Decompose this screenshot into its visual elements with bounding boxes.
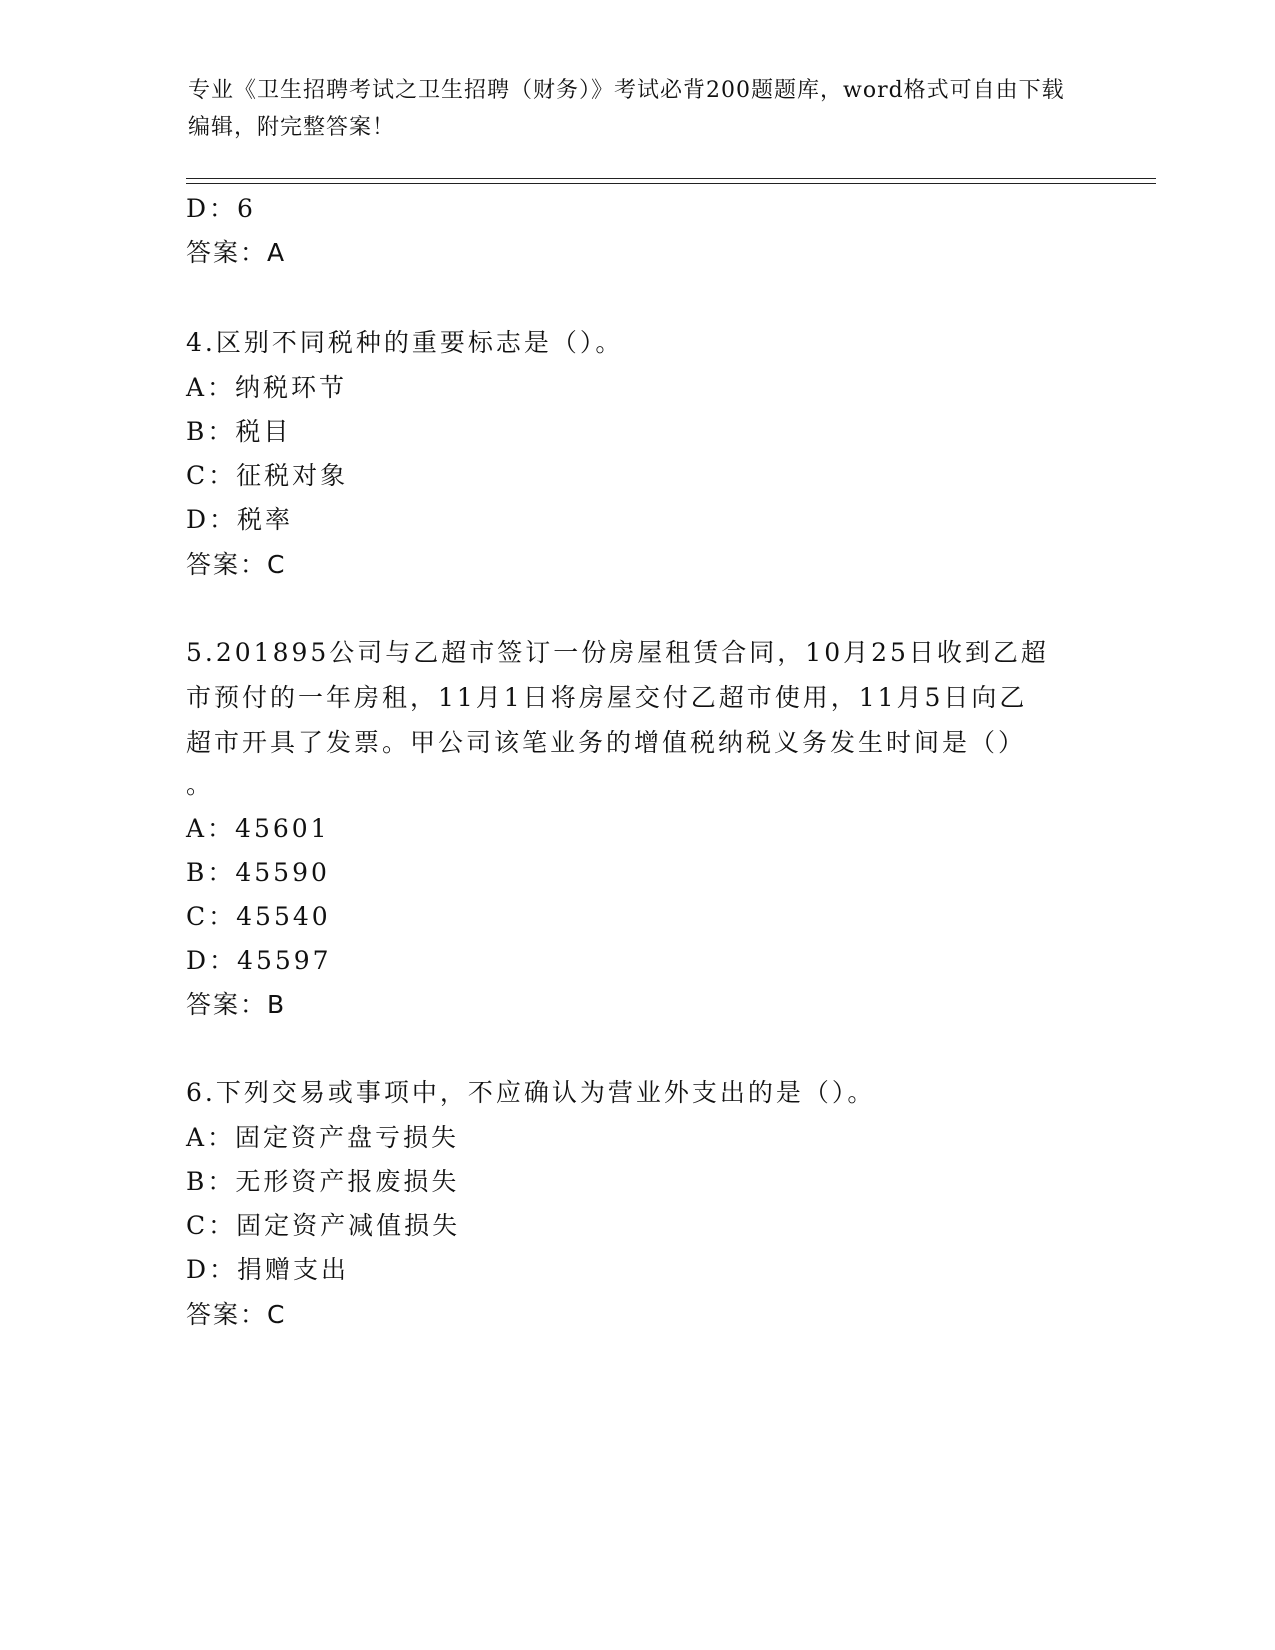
q4-answer: 答案：C	[186, 550, 287, 579]
q3-answer: 答案：A	[186, 238, 287, 267]
q6-option-b: B：无形资产报废损失	[186, 1167, 460, 1196]
q5-option-d: D：45597	[186, 946, 332, 975]
q5-option-a: A：45601	[186, 814, 330, 843]
q4-option-b: B：税目	[186, 417, 292, 446]
q5-option-b: B：45590	[186, 858, 330, 887]
q6-option-d: D：捐赠支出	[186, 1255, 350, 1284]
q5-stem-line-1: 5.201895公司与乙超市签订一份房屋租赁合同，10月25日收到乙超	[186, 638, 1049, 667]
q5-stem-line-2: 市预付的一年房租，11月1日将房屋交付乙超市使用，11月5日向乙	[186, 683, 1028, 712]
q5-answer: 答案：B	[186, 990, 287, 1019]
q4-option-d: D：税率	[186, 505, 294, 534]
header-divider-bottom	[186, 183, 1156, 184]
q4-option-c: C：征税对象	[186, 461, 349, 490]
q3-option-d: D：6	[186, 194, 256, 223]
header-divider-top	[186, 178, 1156, 179]
document-header: 专业《卫生招聘考试之卫生招聘（财务）》考试必背200题题库，word格式可自由下载编辑，附完整答案！	[188, 78, 1065, 140]
q5-stem-line-3: 超市开具了发票。甲公司该笔业务的增值税纳税义务发生时间是（）	[186, 728, 1027, 757]
q6-option-c: C：固定资产减值损失	[186, 1211, 461, 1240]
q4-stem: 4.区别不同税种的重要标志是（）。	[186, 328, 624, 357]
q6-answer: 答案：C	[186, 1300, 287, 1329]
q6-option-a: A：固定资产盘亏损失	[186, 1123, 460, 1152]
q6-stem: 6.下列交易或事项中，不应确认为营业外支出的是（）。	[186, 1078, 876, 1107]
q5-stem-line-4: 。	[186, 770, 215, 799]
q4-option-a: A：纳税环节	[186, 373, 348, 402]
q5-option-c: C：45540	[186, 902, 331, 931]
